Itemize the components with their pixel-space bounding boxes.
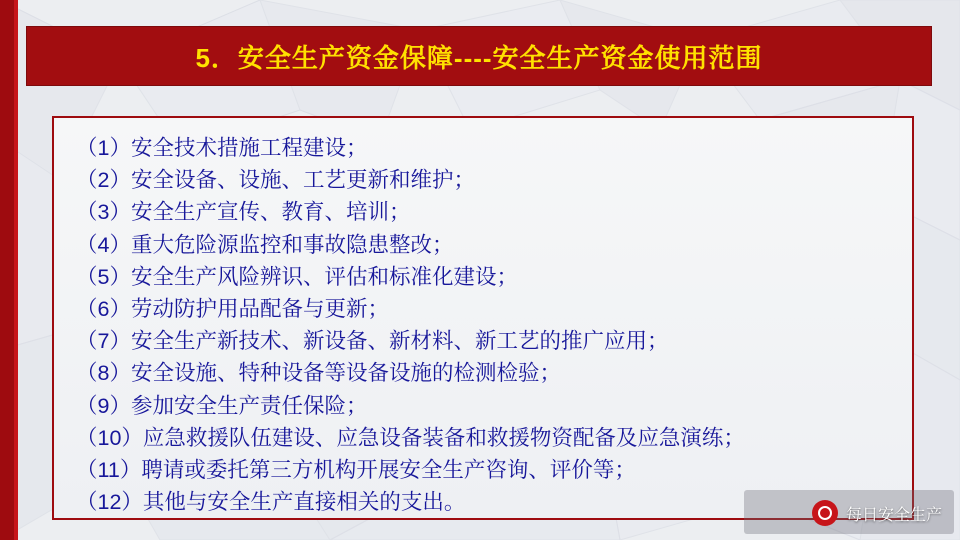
list-item: （9）参加安全生产责任保险； (76, 393, 368, 418)
list-item: （10）应急救援队伍建设、应急设备装备和救援物资配备及应急演练； (76, 425, 745, 450)
list-item: （2）安全设备、设施、工艺更新和维护； (76, 168, 475, 193)
list-item: （11）聘请或委托第三方机构开展安全生产咨询、评价等； (76, 458, 636, 483)
left-accent-bar (0, 0, 14, 540)
list-item: （12）其他与安全生产直接相关的支出。 (76, 490, 466, 515)
slide-title-banner (26, 26, 932, 86)
content-panel (52, 116, 914, 520)
list-item: （5）安全生产风险辨识、评估和标准化建设； (76, 264, 518, 289)
list-item: （4）重大危险源监控和事故隐患整改； (76, 232, 454, 257)
list-item: （3）安全生产宣传、教育、培训； (76, 200, 411, 225)
list-item: （7）安全生产新技术、新设备、新材料、新工艺的推广应用； (76, 329, 669, 354)
seal-icon (812, 500, 838, 526)
list-item: （8）安全设施、特种设备等设备设施的检测检验； (76, 361, 561, 386)
list-item: （6）劳动防护用品配备与更新； (76, 297, 389, 322)
left-accent-bar-inner (14, 0, 18, 540)
list-item: （1）安全技术措施工程建设； (76, 136, 368, 160)
page-title: 5．安全生产资金保障----安全生产资金使用范围 (195, 42, 763, 73)
watermark-label: 每日安全生产 (845, 506, 942, 524)
watermark (812, 500, 942, 526)
